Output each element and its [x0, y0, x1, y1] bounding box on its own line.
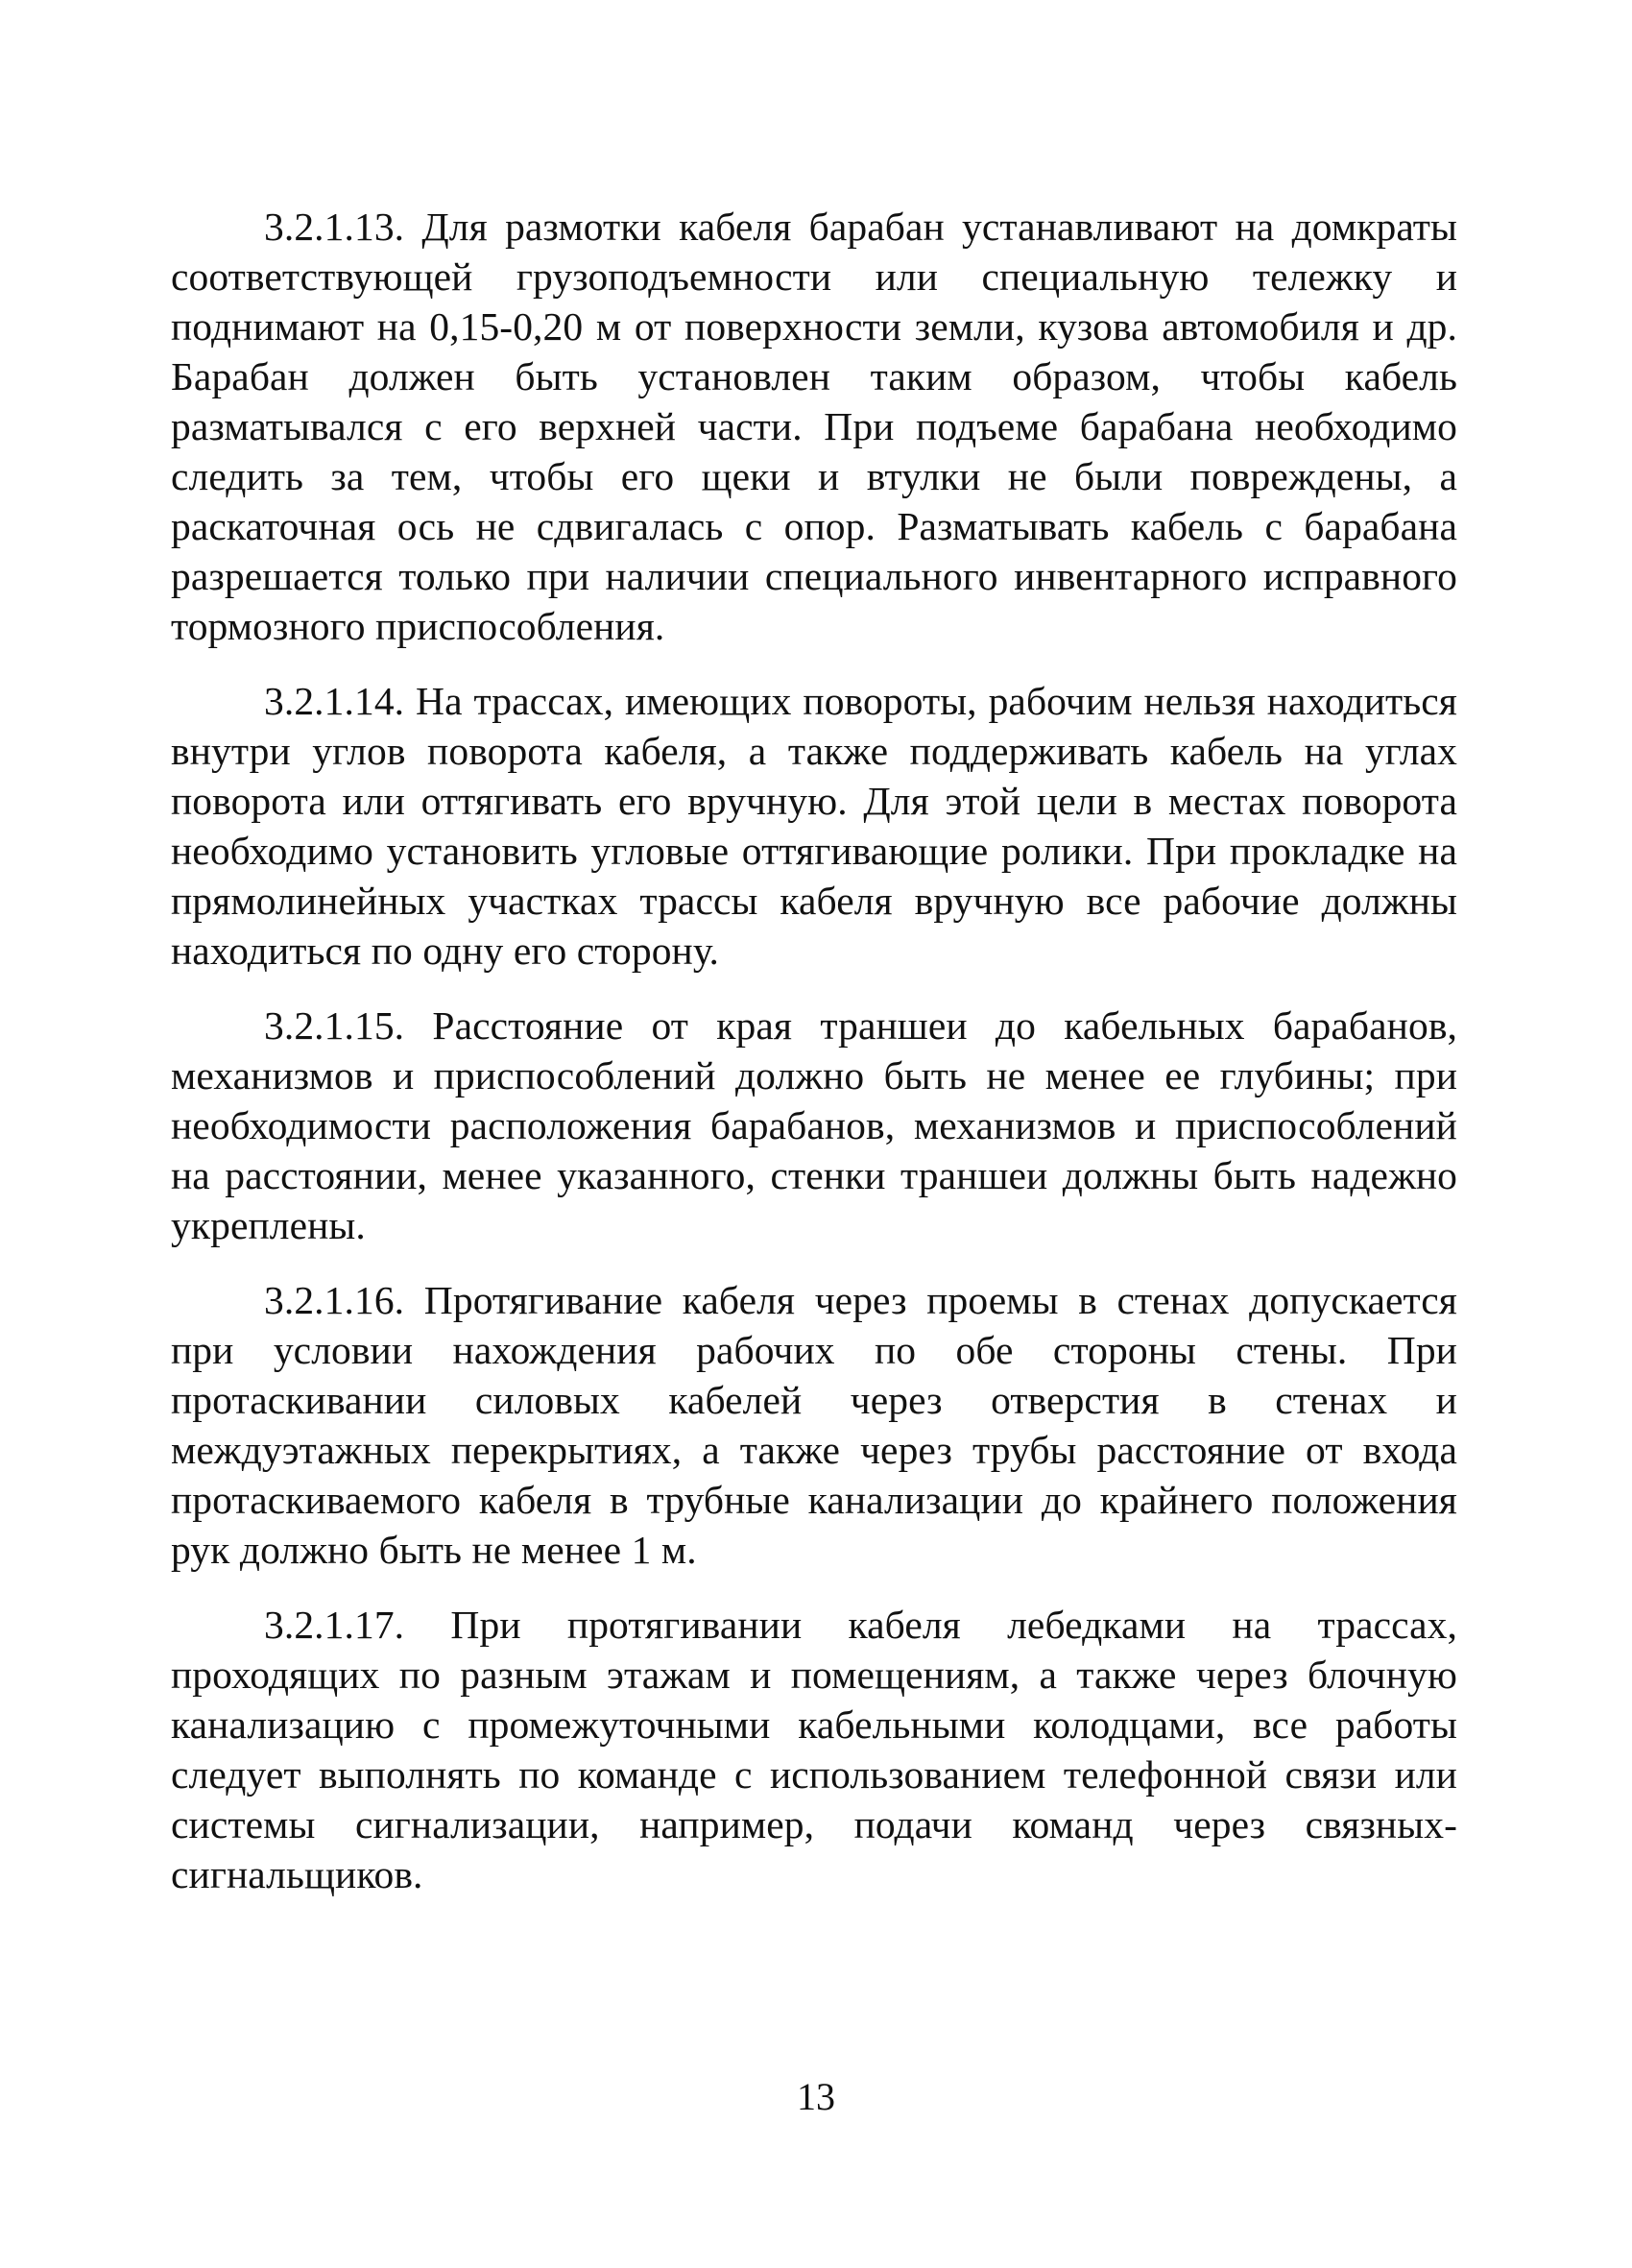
paragraph-3-2-1-15: 3.2.1.15. Расстояние от края траншеи до кабельных барабанов, механизмов и приспособлений должно быть не менее ее глубины; при необходимости расположения барабанов, механизмов и приспособлений на расстоянии, менее указанного, стенки траншеи должны быть надежно укреплены.: [171, 1003, 1457, 1247]
paragraph-3-2-1-17: 3.2.1.17. При протягивании кабеля лебедками на трассах, проходящих по разным этажам и помещениям, а также через блочную канализацию с промежуточными кабельными колодцами, все работы следует выполнять по команде с использованием телефонной связи или системы сигнализации, например, подачи команд через связных-сигнальщиков.: [171, 1603, 1457, 1896]
paragraph-3-2-1-13: 3.2.1.13. Для размотки кабеля барабан устанавливают на домкраты соответствующей грузоподъемности или специальную тележку и поднимают на 0,15-0,20 м от поверхности земли, кузова автомобиля и др. Барабан должен быть установлен таким образом, чтобы кабель разматывался с его верхней части. При подъеме барабана необходимо следить за тем, чтобы его щеки и втулки не были повреждены, а раскаточная ось не сдвигалась с опор. Разматывать кабель с барабана разрешается только при наличии специального инвентарного исправного тормозного приспособления.: [171, 205, 1457, 648]
document-body: [171, 202, 1457, 1924]
page-number: 13: [797, 2075, 835, 2118]
paragraph-3-2-1-14: 3.2.1.14. На трассах, имеющих повороты, рабочим нельзя находиться внутри углов поворота кабеля, а также поддерживать кабель на углах поворота или оттягивать его вручную. Для этой цели в местах поворота необходимо установить угловые оттягивающие ролики. При прокладке на прямолинейных участках трассы кабеля вручную все рабочие должны находиться по одну его сторону.: [171, 679, 1457, 973]
paragraph-3-2-1-16: 3.2.1.16. Протягивание кабеля через проемы в стенах допускается при условии нахождения рабочих по обе стороны стены. При протаскивании силовых кабелей через отверстия в стенах и междуэтажных перекрытиях, а также через трубы расстояние от входа протаскиваемого кабеля в трубные канализации до крайнего положения рук должно быть не менее 1 м.: [171, 1278, 1457, 1572]
